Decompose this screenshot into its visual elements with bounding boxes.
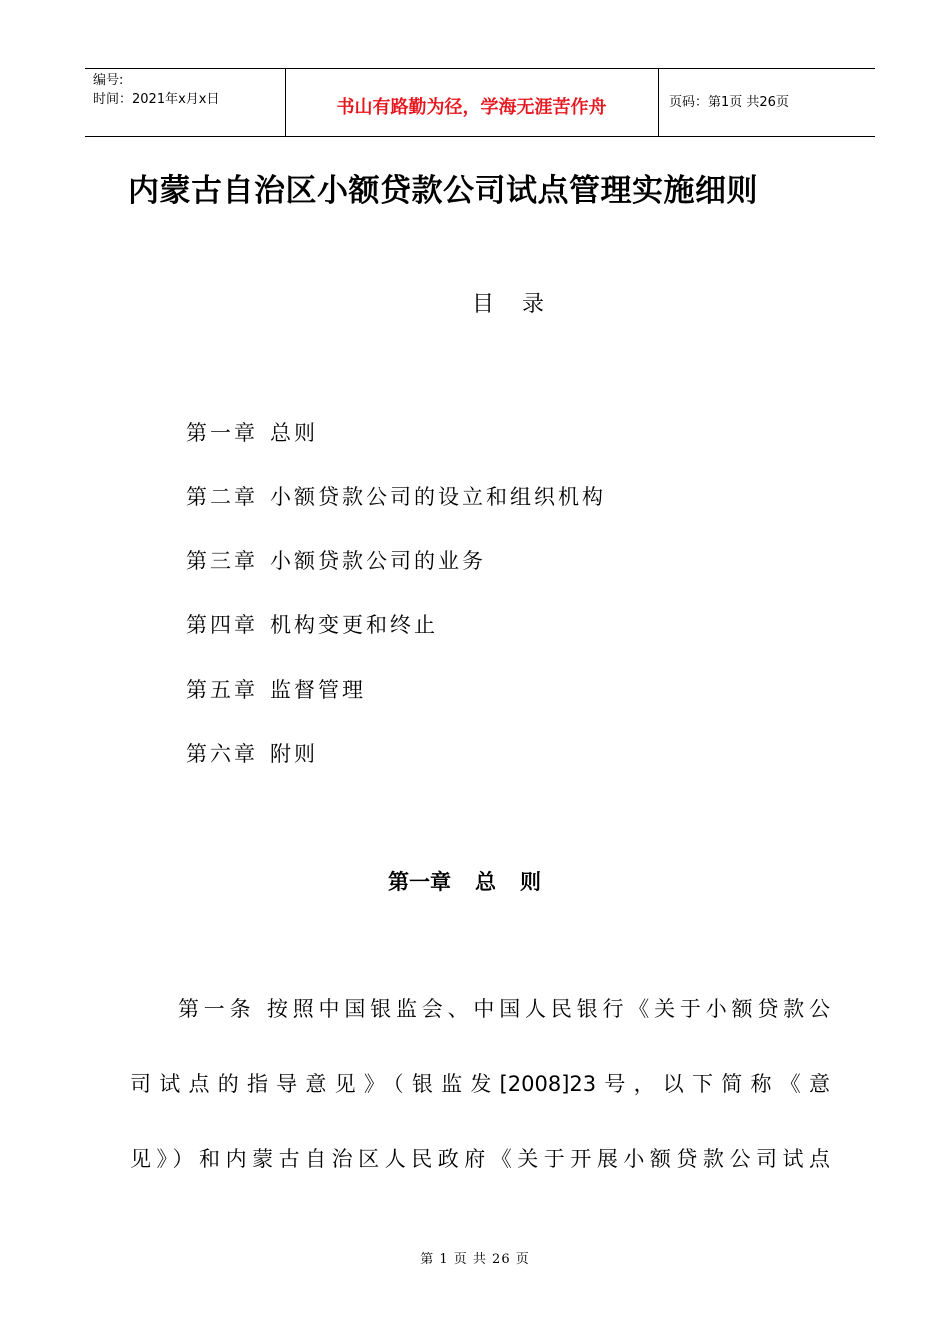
toc-item-chapter: 第二章 (186, 485, 258, 509)
toc-item-chapter: 第四章 (186, 613, 258, 637)
toc-item[interactable] (186, 545, 486, 575)
toc-item-chapter: 第一章 (186, 421, 258, 445)
toc-item[interactable] (186, 674, 366, 704)
chapter-title-part: 总 (475, 870, 496, 894)
toc-item[interactable] (186, 417, 318, 447)
toc-item-title: 机构变更和终止 (270, 613, 438, 637)
toc-item-title: 小额贷款公司的设立和组织机构 (270, 485, 606, 509)
header-motto-cell (285, 69, 659, 136)
toc-item[interactable] (186, 738, 318, 768)
header-meta-cell (85, 69, 286, 136)
document-title: 内蒙古自治区小额贷款公司试点管理实施细则 (128, 173, 758, 209)
header-page-label: 页码：第1页 共26页 (669, 95, 789, 110)
toc-heading: 目录 (472, 292, 573, 317)
document-number-label: 编号: (93, 73, 124, 88)
toc-item-title: 监督管理 (270, 678, 366, 702)
chapter-title-part: 则 (520, 870, 541, 894)
toc-item-chapter: 第三章 (186, 549, 258, 573)
toc-item[interactable] (186, 481, 606, 511)
toc-item-title: 附则 (270, 742, 318, 766)
toc-item-title: 小额贷款公司的业务 (270, 549, 486, 573)
paragraph-line: 第一条 按照中国银监会、中国人民银行《关于小额贷款公 (178, 997, 830, 1021)
toc-item[interactable] (186, 609, 438, 639)
chapter-number: 第一章 (388, 870, 451, 894)
document-time-label: 时间：2021年x月x日 (93, 92, 220, 107)
toc-item-chapter: 第五章 (186, 678, 258, 702)
paragraph-line: 见》）和内蒙古自治区人民政府《关于开展小额贷款公司试点 (130, 1147, 830, 1171)
page-footer: 第 1 页 共 26 页 (420, 1252, 530, 1267)
header-motto: 书山有路勤为径，学海无涯苦作舟 (336, 97, 607, 118)
toc-item-chapter: 第六章 (186, 742, 258, 766)
page-header (85, 68, 875, 137)
paragraph-line: 司试点的指导意见》（银监发[2008]23号，以下简称《意 (130, 1072, 830, 1096)
chapter-heading (388, 866, 541, 896)
toc-item-title: 总则 (270, 421, 318, 445)
header-page-cell (659, 69, 875, 136)
